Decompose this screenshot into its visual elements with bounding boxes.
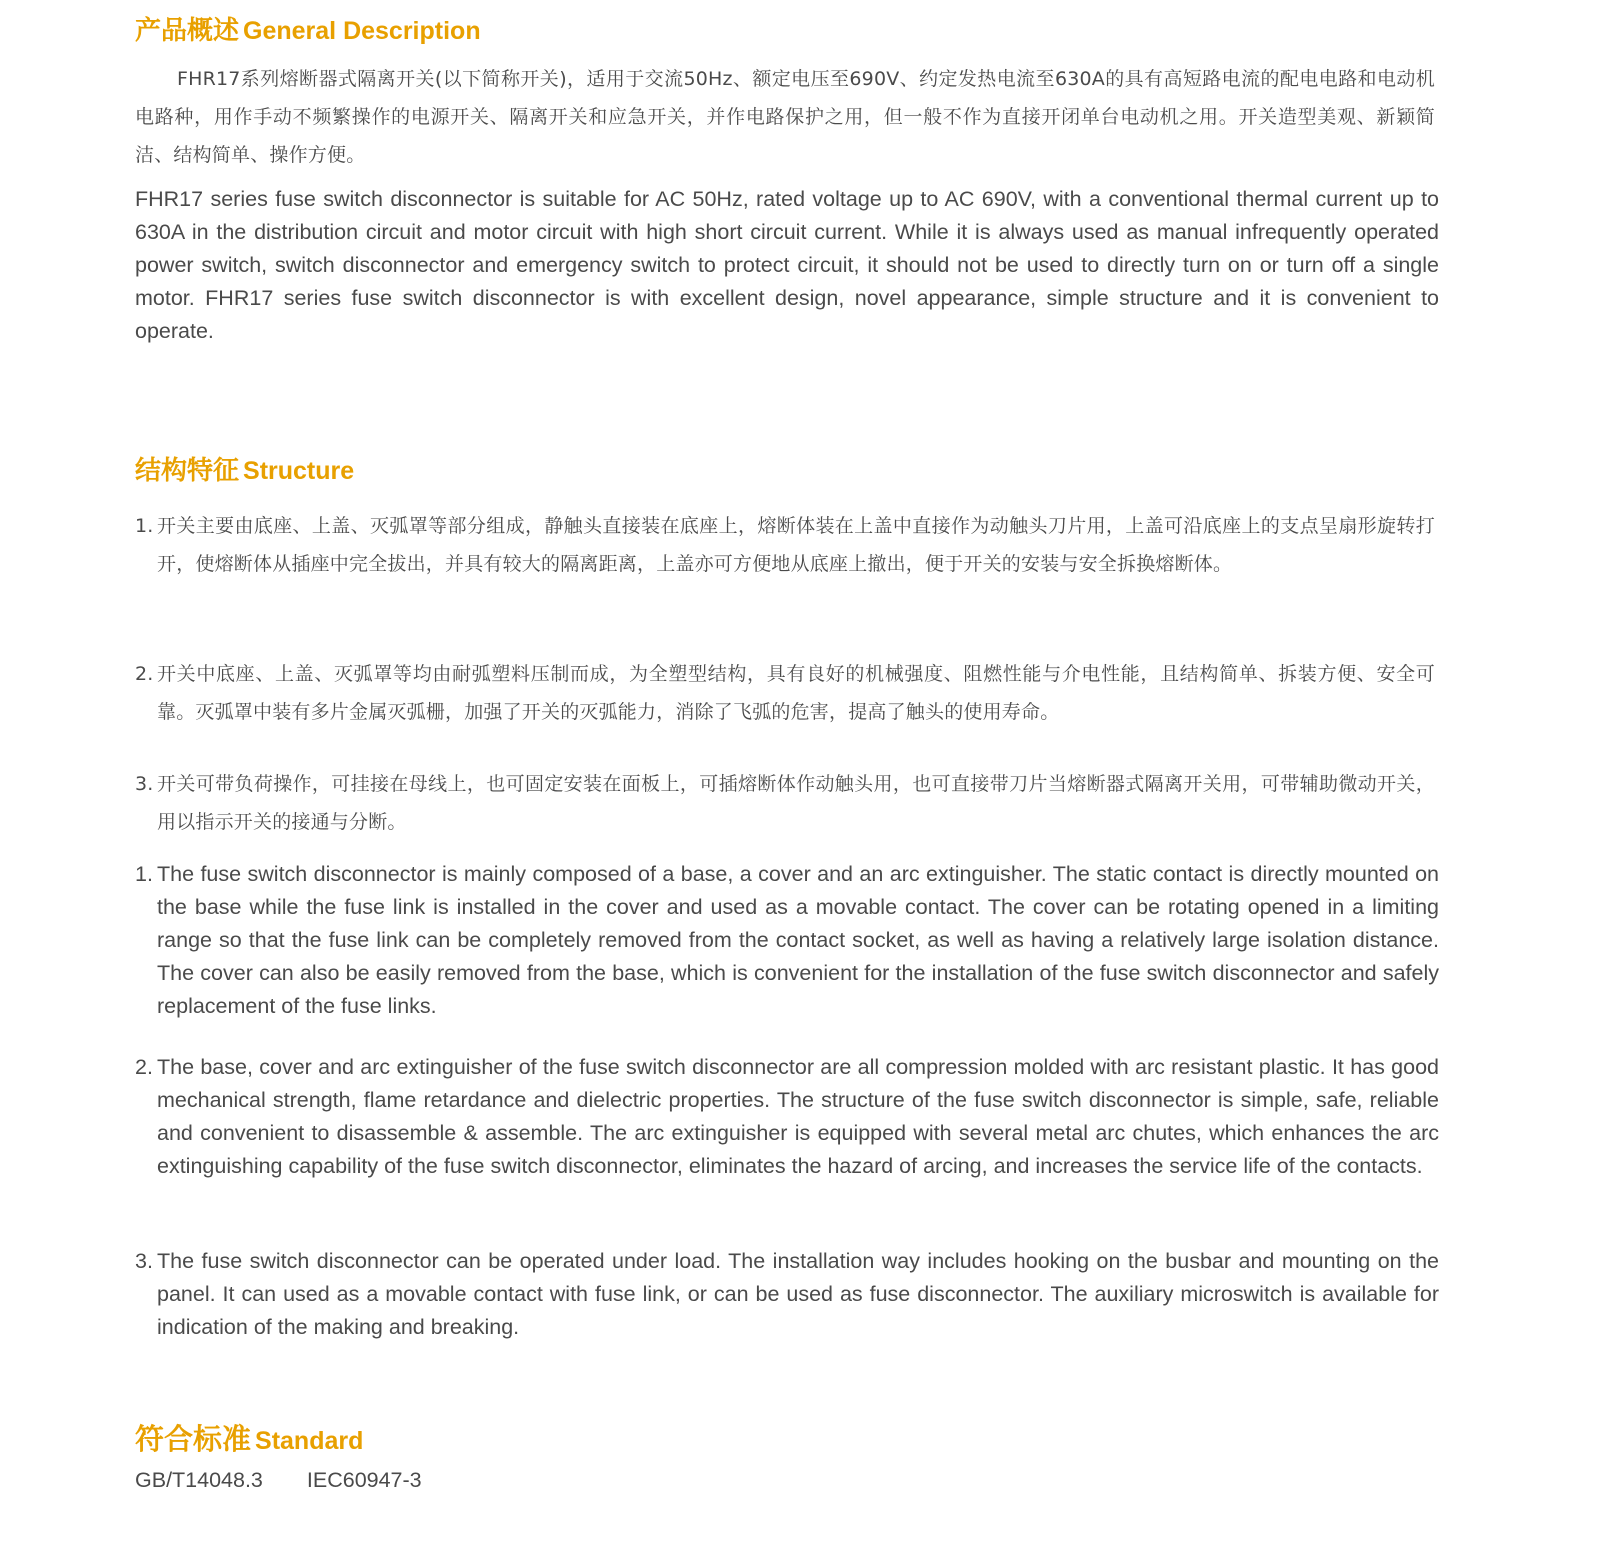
list-number: 2.	[135, 1055, 153, 1079]
list-item-text: 开关中底座、上盖、灭弧罩等均由耐弧塑料压制而成，为全塑型结构，具有良好的机械强度、阻燃性能与介电性能，且结构简单、拆装方便、安全可靠。灭弧罩中装有多片金属灭弧栅，加强了开关的灭弧能力，消除了飞弧的危害，提高了触头的使用寿命。	[157, 663, 1435, 723]
standard-iec: IEC60947-3	[306, 1468, 422, 1492]
list-item-text: 开关可带负荷操作，可挂接在母线上，也可固定安装在面板上，可插熔断体作动触头用，也可直接带刀片当熔断器式隔离开关用，可带辅助微动开关，用以指示开关的接通与分断。	[157, 773, 1435, 833]
list-item-text: The base, cover and arc extinguisher of the fuse switch disconnector are all compression molded with arc resistant plastic. It has good mechanical strength, flame retardance and dielectric properties. The structure of the fuse switch disconnector is simple, safe, reliable and convenient to disassemble & assemble. The arc extinguisher is equipped with several metal arc chutes, which enhances the arc extinguishing capability of the fuse switch disconnector, eliminates the hazard of arcing, and increases the service life of the contacts.	[157, 1055, 1439, 1178]
structure-title-cn: 结构特征	[135, 456, 240, 486]
structure-en-item-1	[135, 858, 1439, 1023]
standard-title-cn: 符合标准	[135, 1422, 252, 1456]
standard-title-en: Standard	[255, 1427, 364, 1455]
list-number: 2.	[135, 663, 154, 685]
general-description-heading	[135, 18, 481, 44]
structure-cn-item-1	[135, 507, 1435, 583]
general-description-en: FHR17 series fuse switch disconnector is suitable for AC 50Hz, rated voltage up to AC 690V, with a conventional thermal current up to 630A in the distribution circuit and motor circuit with high short circuit current. While it is always used as manual infrequently operated power switch, switch disconnector and emergency switch to protect circuit, it should not be used to directly turn on or turn off a single motor. FHR17 series fuse switch disconnector is with excellent design, novel appearance, simple structure and it is convenient to operate.	[135, 187, 1439, 343]
structure-en-item-3	[135, 1245, 1439, 1344]
general-title-cn: 产品概述	[135, 16, 240, 46]
standard-heading	[135, 1422, 364, 1456]
general-description-cn: FHR17系列熔断器式隔离开关(以下简称开关)，适用于交流50Hz、额定电压至690V、约定发热电流至630A的具有高短路电流的配电电路和电动机电路种，用作手动不频繁操作的电源开关、隔离开关和应急开关，并作电路保护之用，但一般不作为直接开闭单台电动机之用。开关造型美观、新颖简洁、结构简单、操作方便。	[135, 68, 1435, 166]
list-item-text: The fuse switch disconnector can be operated under load. The installation way includes hooking on the busbar and mounting on the panel. It can used as a movable contact with fuse link, or can be used as fuse disconnector. The auxiliary microswitch is available for indication of the making and breaking.	[157, 1249, 1439, 1339]
standard-gb: GB/T14048.3	[135, 1468, 263, 1492]
structure-en-item-2	[135, 1051, 1439, 1183]
structure-heading	[135, 458, 354, 484]
list-item-text: 开关主要由底座、上盖、灭弧罩等部分组成，静触头直接装在底座上，熔断体装在上盖中直接作为动触头刀片用，上盖可沿底座上的支点呈扇形旋转打开，使熔断体从插座中完全拔出，并具有较大的隔离距离，上盖亦可方便地从底座上撤出，便于开关的安装与安全拆换熔断体。	[157, 515, 1435, 575]
structure-cn-item-3	[135, 765, 1435, 841]
list-number: 1.	[135, 515, 154, 537]
structure-title-en: Structure	[243, 457, 355, 485]
list-number: 3.	[135, 773, 154, 795]
standards-list	[135, 1465, 422, 1495]
list-item-text: The fuse switch disconnector is mainly composed of a base, a cover and an arc extinguisher. The static contact is directly mounted on the base while the fuse link is installed in the cover and used as a movable contact. The cover can be rotating opened in a limiting range so that the fuse link can be completely removed from the contact socket, as well as having a relatively large isolation distance. The cover can also be easily removed from the base, which is convenient for the installation of the fuse switch disconnector and safely replacement of the fuse links.	[157, 862, 1439, 1018]
list-number: 3.	[135, 1249, 153, 1273]
general-title-en: General Description	[243, 17, 481, 45]
list-number: 1.	[135, 862, 153, 886]
structure-cn-item-2	[135, 655, 1435, 731]
